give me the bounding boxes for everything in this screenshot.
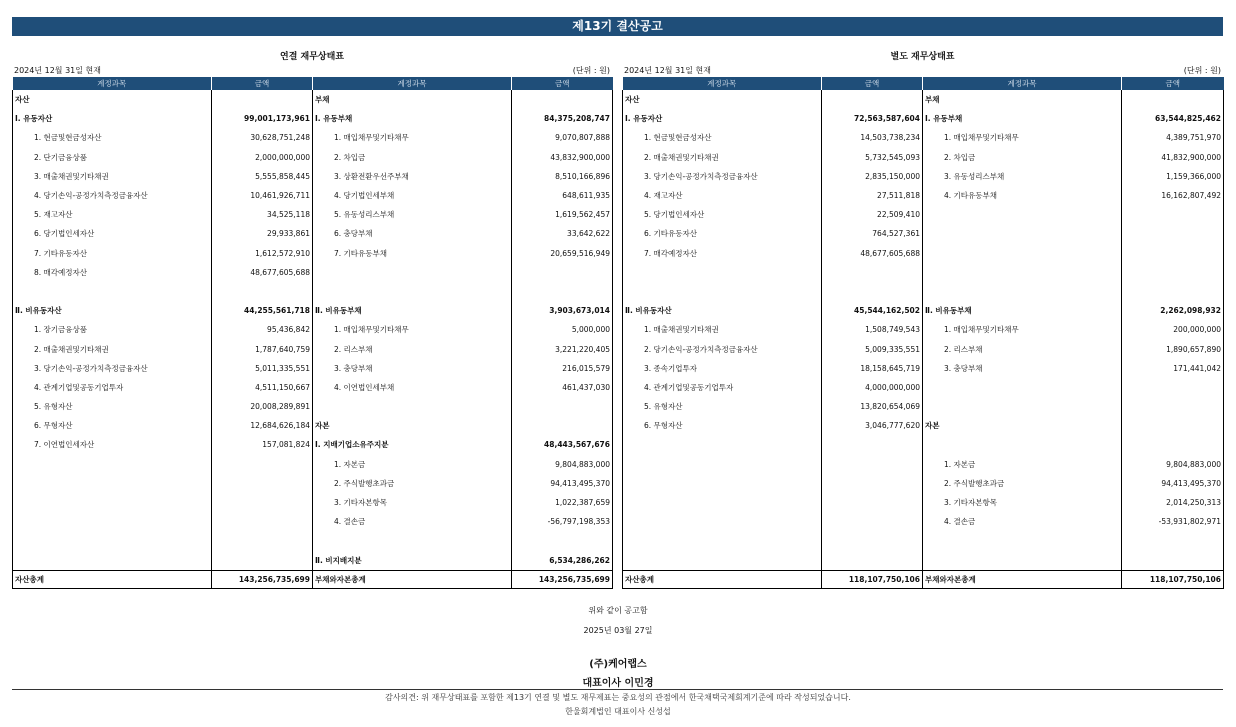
liability-equity-amount: -56,797,198,353 <box>512 512 613 531</box>
table-row <box>623 378 1224 397</box>
asset-amount: 34,525,118 <box>212 205 313 224</box>
liability-equity-amount <box>1122 263 1224 282</box>
header-account: 계정과목 <box>623 77 822 90</box>
table-row <box>623 455 1224 474</box>
liability-equity-amount <box>512 263 613 282</box>
table-row <box>13 263 613 282</box>
asset-amount: 48,677,605,688 <box>212 263 313 282</box>
liability-equity-account: 부채 <box>923 90 1122 109</box>
liability-equity-account: 3. 상환전환우선주부채 <box>313 167 512 186</box>
liability-equity-amount: 1,022,387,659 <box>512 493 613 512</box>
asset-account <box>623 474 822 493</box>
asset-amount: 22,509,410 <box>822 205 923 224</box>
liability-equity-amount <box>1122 90 1224 109</box>
liability-equity-account <box>923 531 1122 550</box>
header-account: 계정과목 <box>313 77 512 90</box>
table-row <box>623 205 1224 224</box>
header-amount: 금액 <box>512 77 613 90</box>
asset-amount <box>822 512 923 531</box>
table-row <box>13 474 613 493</box>
table-row <box>623 109 1224 128</box>
asset-account: 3. 매출채권및기타채권 <box>13 167 212 186</box>
asset-account <box>623 512 822 531</box>
table-row <box>623 282 1224 301</box>
separate-balance-sheet <box>622 50 1223 589</box>
report-date: 2024년 12월 31일 현재 <box>624 66 711 75</box>
asset-amount <box>822 263 923 282</box>
liability-equity-amount: 9,804,883,000 <box>1122 455 1224 474</box>
liability-equity-amount <box>1122 531 1224 550</box>
table-row <box>623 148 1224 167</box>
asset-account: 3. 당기손익-공정가치측정금융자산 <box>13 359 212 378</box>
liability-equity-account: 자본 <box>313 416 512 435</box>
liability-equity-amount: 1,890,657,890 <box>1122 339 1224 358</box>
total-liabilities-equity-amount: 118,107,750,106 <box>1122 570 1224 588</box>
asset-account <box>13 474 212 493</box>
table-row <box>13 109 613 128</box>
asset-amount: 99,001,173,961 <box>212 109 313 128</box>
asset-amount: 2,835,150,000 <box>822 167 923 186</box>
asset-account: 3. 당기손익-공정가치측정금융자산 <box>623 167 822 186</box>
liability-equity-account: 1. 매입채무및기타채무 <box>923 128 1122 147</box>
asset-amount: 2,000,000,000 <box>212 148 313 167</box>
liability-equity-account <box>313 531 512 550</box>
asset-account <box>13 551 212 571</box>
table-row <box>13 378 613 397</box>
liability-equity-account: 3. 충당부채 <box>313 359 512 378</box>
asset-amount: 30,628,751,248 <box>212 128 313 147</box>
liability-equity-account: 2. 주식발행초과금 <box>923 474 1122 493</box>
balance-table <box>622 77 1224 589</box>
asset-amount <box>822 531 923 550</box>
table-row <box>623 397 1224 416</box>
asset-account: Ⅰ. 유동자산 <box>13 109 212 128</box>
asset-account: 1. 장기금융상품 <box>13 320 212 339</box>
liability-equity-amount: 171,441,042 <box>1122 359 1224 378</box>
asset-account: 2. 당기손익-공정가치측정금융자산 <box>623 339 822 358</box>
table-row <box>13 435 613 454</box>
liability-equity-account: 1. 매입채무및기타채무 <box>923 320 1122 339</box>
table-row <box>13 224 613 243</box>
table-row <box>623 320 1224 339</box>
liability-equity-amount <box>1122 551 1224 571</box>
asset-amount: 1,787,640,759 <box>212 339 313 358</box>
asset-account <box>623 455 822 474</box>
liability-equity-amount: 84,375,208,747 <box>512 109 613 128</box>
liability-equity-amount: 48,443,567,676 <box>512 435 613 454</box>
liability-equity-account <box>313 263 512 282</box>
table-row <box>13 167 613 186</box>
liability-equity-account <box>923 551 1122 571</box>
liability-equity-account: 4. 당기법인세부채 <box>313 186 512 205</box>
asset-amount <box>212 512 313 531</box>
liability-equity-account: 3. 충당부채 <box>923 359 1122 378</box>
liability-equity-account: 6. 충당부채 <box>313 224 512 243</box>
liability-equity-amount: 16,162,807,492 <box>1122 186 1224 205</box>
liability-equity-account: 2. 리스부채 <box>923 339 1122 358</box>
asset-amount <box>212 551 313 571</box>
liability-equity-account: 4. 이연법인세부채 <box>313 378 512 397</box>
table-row <box>623 493 1224 512</box>
asset-account <box>623 531 822 550</box>
asset-account <box>623 282 822 301</box>
liability-equity-account: 5. 유동성리스부채 <box>313 205 512 224</box>
liability-equity-amount: 2,014,250,313 <box>1122 493 1224 512</box>
asset-account: 4. 재고자산 <box>623 186 822 205</box>
liability-equity-amount: 200,000,000 <box>1122 320 1224 339</box>
asset-account: 7. 이연법인세자산 <box>13 435 212 454</box>
liability-equity-account: 1. 자본금 <box>923 455 1122 474</box>
asset-account <box>623 493 822 512</box>
page-title: 제13기 결산공고 <box>12 17 1223 36</box>
unit-label: (단위 : 원) <box>572 66 610 75</box>
liability-equity-account <box>313 282 512 301</box>
liability-equity-amount <box>1122 378 1224 397</box>
table-row <box>13 282 613 301</box>
liability-equity-amount <box>1122 224 1224 243</box>
asset-amount: 5,009,335,551 <box>822 339 923 358</box>
liability-equity-account: 2. 리스부채 <box>313 339 512 358</box>
table-row <box>13 90 613 109</box>
liability-equity-amount: 216,015,579 <box>512 359 613 378</box>
asset-amount: 27,511,818 <box>822 186 923 205</box>
divider <box>12 689 1223 690</box>
asset-account <box>13 455 212 474</box>
liability-equity-account: 3. 기타자본항목 <box>923 493 1122 512</box>
liability-equity-amount: -53,931,802,971 <box>1122 512 1224 531</box>
asset-amount <box>822 551 923 571</box>
total-liabilities-equity-label: 부채와자본총계 <box>313 570 512 588</box>
total-row <box>13 570 613 588</box>
table-row <box>13 205 613 224</box>
liability-equity-amount <box>1122 205 1224 224</box>
liability-equity-amount: 94,413,495,370 <box>512 474 613 493</box>
asset-amount: 29,933,861 <box>212 224 313 243</box>
liability-equity-account <box>923 224 1122 243</box>
total-assets-amount: 118,107,750,106 <box>822 570 923 588</box>
table-row <box>623 128 1224 147</box>
asset-amount <box>822 493 923 512</box>
table-row <box>623 416 1224 435</box>
asset-amount: 1,612,572,910 <box>212 244 313 263</box>
table-row <box>13 244 613 263</box>
asset-amount: 5,011,335,551 <box>212 359 313 378</box>
table-row <box>13 359 613 378</box>
asset-amount: 764,527,361 <box>822 224 923 243</box>
liability-equity-amount: 94,413,495,370 <box>1122 474 1224 493</box>
asset-account <box>13 493 212 512</box>
asset-account: 4. 관계기업및공동기업투자 <box>623 378 822 397</box>
liability-equity-account <box>923 397 1122 416</box>
total-assets-label: 자산총계 <box>623 570 822 588</box>
liability-equity-amount <box>512 90 613 109</box>
liability-equity-amount: 3,221,220,405 <box>512 339 613 358</box>
liability-equity-amount: 648,611,935 <box>512 186 613 205</box>
asset-account <box>623 551 822 571</box>
asset-account <box>623 435 822 454</box>
table-row <box>623 435 1224 454</box>
liability-equity-amount <box>1122 435 1224 454</box>
asset-account: 5. 유형자산 <box>13 397 212 416</box>
asset-account: Ⅱ. 비유동자산 <box>13 301 212 320</box>
table-row <box>623 339 1224 358</box>
asset-amount <box>212 474 313 493</box>
table-row <box>623 359 1224 378</box>
liability-equity-amount <box>1122 282 1224 301</box>
ceo-name: 대표이사 이민경 <box>582 678 654 689</box>
asset-amount: 14,503,738,234 <box>822 128 923 147</box>
asset-amount: 157,081,824 <box>212 435 313 454</box>
table-row <box>13 128 613 147</box>
asset-account: 6. 당기법인세자산 <box>13 224 212 243</box>
liability-equity-account <box>923 378 1122 397</box>
asset-account: 3. 종속기업투자 <box>623 359 822 378</box>
asset-amount <box>212 90 313 109</box>
table-row <box>623 474 1224 493</box>
total-assets-amount: 143,256,735,699 <box>212 570 313 588</box>
asset-amount <box>212 531 313 550</box>
liability-equity-account: Ⅱ. 비지배지분 <box>313 551 512 571</box>
liability-equity-amount: 6,534,286,262 <box>512 551 613 571</box>
asset-amount: 48,677,605,688 <box>822 244 923 263</box>
liability-equity-amount: 63,544,825,462 <box>1122 109 1224 128</box>
table-row <box>623 167 1224 186</box>
liability-equity-amount: 9,804,883,000 <box>512 455 613 474</box>
asset-amount: 1,508,749,543 <box>822 320 923 339</box>
liability-equity-account: 2. 주식발행초과금 <box>313 474 512 493</box>
total-row <box>623 570 1224 588</box>
table-row <box>13 301 613 320</box>
liability-equity-account: Ⅰ. 유동부채 <box>923 109 1122 128</box>
table-row <box>623 512 1224 531</box>
asset-account <box>13 282 212 301</box>
asset-amount <box>822 435 923 454</box>
liability-equity-account <box>923 244 1122 263</box>
table-row <box>13 531 613 550</box>
liability-equity-account: 자본 <box>923 416 1122 435</box>
notice-date: 2025년 03월 27일 <box>583 626 653 635</box>
asset-account <box>623 263 822 282</box>
asset-account: 4. 당기손익-공정가치측정금융자산 <box>13 186 212 205</box>
asset-account: 5. 당기법인세자산 <box>623 205 822 224</box>
liability-equity-amount: 8,510,166,896 <box>512 167 613 186</box>
table-row <box>13 339 613 358</box>
liability-equity-account: 1. 매입채무및기타채무 <box>313 320 512 339</box>
asset-account: 6. 기타유동자산 <box>623 224 822 243</box>
asset-account: 7. 기타유동자산 <box>13 244 212 263</box>
asset-account: 2. 단기금융상품 <box>13 148 212 167</box>
asset-account: 2. 매출채권및기타채권 <box>623 148 822 167</box>
auditor-name: 한울회계법인 대표이사 신성섭 <box>565 707 671 716</box>
asset-account: Ⅰ. 유동자산 <box>623 109 822 128</box>
table-row <box>13 551 613 571</box>
header-amount: 금액 <box>1122 77 1224 90</box>
liability-equity-amount <box>1122 397 1224 416</box>
table-row <box>13 493 613 512</box>
liability-equity-amount <box>512 416 613 435</box>
table-row <box>623 551 1224 571</box>
unit-label: (단위 : 원) <box>1183 66 1221 75</box>
total-assets-label: 자산총계 <box>13 570 212 588</box>
liability-equity-amount: 4,389,751,970 <box>1122 128 1224 147</box>
liability-equity-account: 7. 기타유동부채 <box>313 244 512 263</box>
liability-equity-amount: 9,070,807,888 <box>512 128 613 147</box>
asset-amount: 45,544,162,502 <box>822 301 923 320</box>
liability-equity-account: Ⅰ. 지배기업소유주지분 <box>313 435 512 454</box>
asset-amount <box>212 455 313 474</box>
asset-amount: 72,563,587,604 <box>822 109 923 128</box>
liability-equity-amount: 1,619,562,457 <box>512 205 613 224</box>
liability-equity-account <box>923 263 1122 282</box>
asset-account: 4. 관계기업및공동기업투자 <box>13 378 212 397</box>
liability-equity-account: Ⅰ. 유동부채 <box>313 109 512 128</box>
liability-equity-amount <box>512 282 613 301</box>
liability-equity-amount: 33,642,622 <box>512 224 613 243</box>
liability-equity-account: 4. 결손금 <box>923 512 1122 531</box>
liability-equity-amount <box>1122 416 1224 435</box>
total-liabilities-equity-label: 부채와자본총계 <box>923 570 1122 588</box>
asset-amount: 10,461,926,711 <box>212 186 313 205</box>
company-name: (주)케어랩스 <box>589 659 647 670</box>
liability-equity-amount: 2,262,098,932 <box>1122 301 1224 320</box>
asset-amount: 20,008,289,891 <box>212 397 313 416</box>
table-row <box>623 301 1224 320</box>
table-row <box>623 90 1224 109</box>
table-row <box>13 455 613 474</box>
liability-equity-account: 부채 <box>313 90 512 109</box>
report-date: 2024년 12월 31일 현재 <box>14 66 101 75</box>
panel-title: 별도 재무상태표 <box>890 52 955 62</box>
asset-account: 자산 <box>623 90 822 109</box>
liability-equity-account: 2. 차입금 <box>313 148 512 167</box>
header-account: 계정과목 <box>923 77 1122 90</box>
asset-account: 5. 유형자산 <box>623 397 822 416</box>
asset-account: Ⅱ. 비유동자산 <box>623 301 822 320</box>
asset-amount <box>212 493 313 512</box>
liability-equity-account <box>923 282 1122 301</box>
header-account: 계정과목 <box>13 77 212 90</box>
liability-equity-amount: 20,659,516,949 <box>512 244 613 263</box>
asset-account: 6. 무형자산 <box>13 416 212 435</box>
asset-amount <box>822 474 923 493</box>
asset-account <box>13 512 212 531</box>
liability-equity-account: Ⅱ. 비유동부채 <box>923 301 1122 320</box>
asset-account: 6. 무형자산 <box>623 416 822 435</box>
asset-amount: 95,436,842 <box>212 320 313 339</box>
asset-account: 2. 매출채권및기타채권 <box>13 339 212 358</box>
liability-equity-amount: 41,832,900,000 <box>1122 148 1224 167</box>
asset-account: 1. 매출채권및기타채권 <box>623 320 822 339</box>
liability-equity-account <box>923 435 1122 454</box>
liability-equity-amount <box>1122 244 1224 263</box>
total-liabilities-equity-amount: 143,256,735,699 <box>512 570 613 588</box>
table-row <box>623 263 1224 282</box>
consolidated-balance-sheet <box>12 50 612 589</box>
asset-amount: 12,684,626,184 <box>212 416 313 435</box>
liability-equity-account: 4. 결손금 <box>313 512 512 531</box>
table-row <box>623 244 1224 263</box>
asset-amount <box>212 282 313 301</box>
liability-equity-account <box>313 397 512 416</box>
liability-equity-amount <box>512 397 613 416</box>
balance-table <box>12 77 613 589</box>
liability-equity-account: 1. 자본금 <box>313 455 512 474</box>
liability-equity-account: 2. 차입금 <box>923 148 1122 167</box>
liability-equity-amount <box>512 531 613 550</box>
asset-account: 자산 <box>13 90 212 109</box>
asset-amount <box>822 282 923 301</box>
asset-amount: 5,555,858,445 <box>212 167 313 186</box>
liability-equity-account: 3. 유동성리스부채 <box>923 167 1122 186</box>
asset-amount: 4,000,000,000 <box>822 378 923 397</box>
asset-account: 1. 현금및현금성자산 <box>623 128 822 147</box>
table-row <box>623 531 1224 550</box>
asset-account: 5. 재고자산 <box>13 205 212 224</box>
asset-amount: 18,158,645,719 <box>822 359 923 378</box>
asset-account: 7. 매각예정자산 <box>623 244 822 263</box>
asset-amount <box>822 90 923 109</box>
table-row <box>13 186 613 205</box>
liability-equity-amount: 1,159,366,000 <box>1122 167 1224 186</box>
header-amount: 금액 <box>212 77 313 90</box>
liability-equity-amount: 5,000,000 <box>512 320 613 339</box>
table-row <box>13 416 613 435</box>
table-row <box>623 186 1224 205</box>
asset-amount: 4,511,150,667 <box>212 378 313 397</box>
liability-equity-account: 1. 매입채무및기타채무 <box>313 128 512 147</box>
liability-equity-amount: 461,437,030 <box>512 378 613 397</box>
liability-equity-account: Ⅱ. 비유동부채 <box>313 301 512 320</box>
asset-account: 1. 현금및현금성자산 <box>13 128 212 147</box>
asset-amount: 3,046,777,620 <box>822 416 923 435</box>
liability-equity-account: 4. 기타유동부채 <box>923 186 1122 205</box>
panel-title: 연결 재무상태표 <box>280 52 344 62</box>
liability-equity-account: 3. 기타자본항목 <box>313 493 512 512</box>
table-row <box>13 397 613 416</box>
table-row <box>13 148 613 167</box>
notice-statement: 위와 같이 공고함 <box>588 606 648 615</box>
asset-account <box>13 531 212 550</box>
liability-equity-amount: 3,903,673,014 <box>512 301 613 320</box>
asset-amount: 5,732,545,093 <box>822 148 923 167</box>
asset-amount: 13,820,654,069 <box>822 397 923 416</box>
asset-account: 8. 매각예정자산 <box>13 263 212 282</box>
asset-amount: 44,255,561,718 <box>212 301 313 320</box>
liability-equity-account <box>923 205 1122 224</box>
table-row <box>13 512 613 531</box>
liability-equity-amount: 43,832,900,000 <box>512 148 613 167</box>
table-row <box>13 320 613 339</box>
asset-amount <box>822 455 923 474</box>
audit-opinion: 감사의견: 위 재무상태표를 포함한 제13기 연결 및 별도 재무제표는 중요성의 관점에서 한국채택국제회계기준에 따라 작성되었습니다. <box>385 693 851 702</box>
table-row <box>623 224 1224 243</box>
header-amount: 금액 <box>822 77 923 90</box>
